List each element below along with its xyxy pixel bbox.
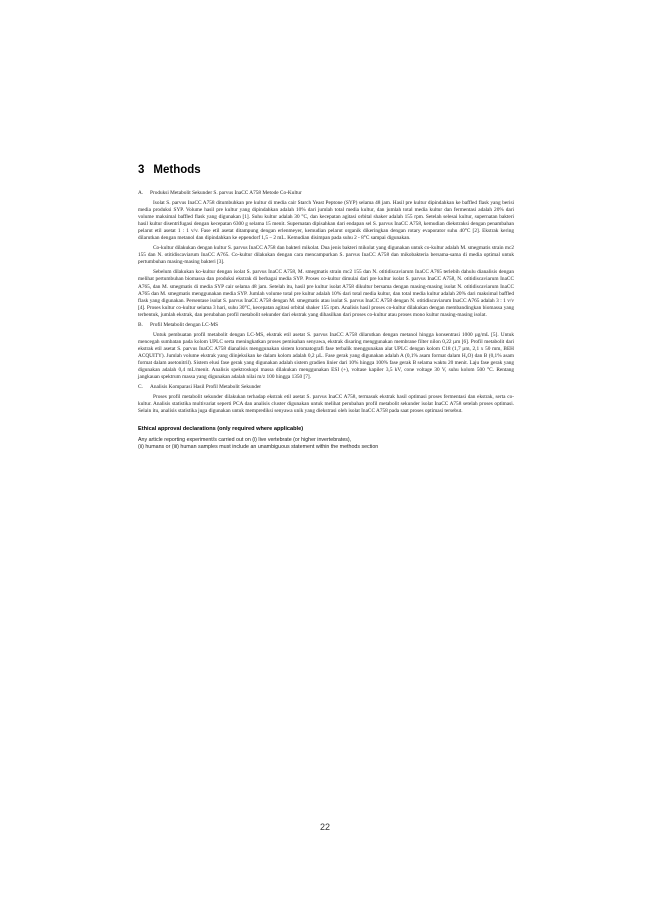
- ethics-block: [138, 425, 514, 451]
- subsection-a: [138, 190, 514, 319]
- ethics-title: Ethical approval declarations (only required where applicable): [138, 426, 304, 433]
- paragraph: Untuk pembuatan profil metabolit dengan LC-MS, ekstrak etil asetat S. parvus InaCC A758 dilarutkan dengan metanol hingga konsentrasi 1000 µg/mL [5]. Untuk mencegah sumbatan pada kolom UPLC serta meningkatkan proses pemisahan senyawa, ekstrak disaring menggunakan membrane filter nilon 0,22 µm [6]. Profil metabolit dari ekstrak etil asetat S. parvus InaCC A758 dianalisis menggunakan sistem kromatografi fase terbalik menggunakan alat UPLC dengan kolom C18 (1,7 µm, 2,1 x 50 mm, BEH ACQUITY). Jumlah volume ekstrak yang diinjeksikan ke dalam kolom adalah 0,2 µL. Fase gerak yang digunakan adalah A (0,1% asam format dalam H₂O) dan B (0,1% asam format dalam asetonitril). Sistem elusi fase gerak yang digunakan adalah sistem gradien linier dari 10% hingga 100% fase gerak B selama waktu 20 menit. Laju fase gerak yang digunakan adalah 0,4 mL/menit. Analisis spektroskopi massa dilakukan menggunakan ESI (+), voltase kapiler 3,5 kV, cone voltage 30 V, suhu kolom 500 °C. Rentang jangkauan spektrum massa yang digunakan adalah nilai m/z 100 hingga 1350 [7].: [138, 331, 514, 381]
- subsection-b-title: Profil Metabolit dengan LC-MS: [150, 321, 219, 328]
- subsection-c-letter: C.: [138, 384, 143, 391]
- section-heading: [138, 164, 514, 176]
- subsection-c-title: Analisis Komparasi Hasil Profil Metabolit Sekunder: [150, 384, 262, 391]
- subsection-b: [138, 322, 514, 381]
- subsection-c: [138, 384, 514, 415]
- page-content: [138, 164, 514, 452]
- section-title: Methods: [153, 164, 201, 176]
- subsection-a-heading: [138, 190, 514, 197]
- paragraph: Co-kultur dilakukan dengan kultur S. parvus InaCC A758 dan bakteri mikolat. Dua jenis bakteri mikolat yang digunakan untuk co-kultur adalah M. smegmatis strain mc2 155 dan N. otitidiscaviarum InaCC A765. Co-kultur dilakukan dengan cara mencampurkan S. parvus InaCC A758 dan mikobakteria bersama-sama di media optimal untuk pertumbuhan masing-masing bakteri [3].: [138, 245, 514, 266]
- paragraph: Proses profil metabolit sekunder dilakukan terhadap ekstrak etil asetat S. parvus InaCC A758, termasuk ekstrak hasil optimasi proses fermentasi dan ekstrak, serta co-kultur. Analisis statistika multivariat seperti PCA dan analisis cluster digunakan untuk melihat perubahan profil metabolit sekunder isolat InaCC A758 setelah proses optimasi. Selain itu, analisis statistika juga digunakan untuk memprediksi senyawa unik yang diekstrasi oleh isolat InaCC A758 pada saat proses optimasi tersebut.: [138, 394, 514, 415]
- subsection-b-letter: B.: [138, 321, 143, 328]
- subsection-a-title: Produksi Metabolit Sekunder S. parvus InaCC A758 Metode Co-Kultur: [150, 190, 302, 196]
- paragraph: Isolat S. parvus InaCC A758 ditumbuhkan pre kultur di media cair Starch Yeast Peptone (SYP) selama 48 jam. Hasil pre kultur dipindahkan ke baffled flask yang berisi media produksi SYP. Volume hasil pre kultur yang dipindahkan adalah 10% dari jumlah total media kultur, dan jumlah total media kultur dan fermentasi adalah 20% dari volume maksimal baffled flask yang digunakan [1]. Suhu kultur adalah 30 °C, dan kecepatan agitasi orbital shaker adalah 155 rpm. Setelah selesai kultur, supernatan bakteri hasil kultur disentrifugasi dengan kecepatan 6300 g selama 15 menit. Supernatan dipisahkan dari endapan sel S. parvus InaCC A758, kemudian diekstraksi dengan penambahan pelarut etil asetat 1 : 1 v/v. Fase etil asetat ditampung dengan erlenmeyer, kemudian pelarut organik dikeringkan dengan rotary evaporator suhu 40°C [2]. Ekstrak kering dilarutkan dengan metanol dan dipindahkan ke eppendorf 1,5 – 2 mL. Kemudian disimpan pada suhu 2 - 8°C sampai digunakan.: [138, 200, 514, 242]
- ethics-line: (ii) humans or (iii) human samples must include an unambiguous statement within the methods section: [138, 444, 379, 451]
- ethics-line: Any article reporting experiment/s carried out on (i) live vertebrate (or higher invertebrates),: [138, 437, 352, 444]
- subsection-c-heading: [138, 384, 514, 391]
- subsection-b-heading: [138, 322, 514, 329]
- paragraph: Sebelum dilakukan ko-kultur dengan isolat S. parvus InaCC A758, M. smegmatis strain mc2 155 dan N. otitidiscaviarum InaCC A765 terlebih dahulu dianalisis dengan melihat pertumbuhan biomassa dan produksi ekstrak di berbagai media SYP. Proses co-kultur dimulai dari pre kultur isolat S. parvus InaCC A758, N. otitidiscaviarum InaCC A765, dan M. smegmatis di media SYP cair selama 48 jam. Setelah itu, hasil pre kultur isolat A758 dikultur bersama dengan masing-masing isolat N. otitidiscaviarum InaCC A765 dan M. smegmatis menggunakan media SYP. Jumlah volume total pre kultur adalah 10% dari total media kultur, dan total media kultur adalah 20% dari maksimal baffled flask yang digunakan. Persentase isolat S. parvus InaCC A758 dengan M. smegmatis atau isolat S. parvus InaCC A758 dengan N. otitidiscaviarum InaCC A765 adalah 3 : 1 v/v [4]. Proses kultur co-kultur selama 3 hari, suhu 30°C, kecepatan agitasi orbital shaker 155 rpm. Analisis hasil proses co-kultur dilakukan dengan membandingkan biomassa yang terbentuk, jumlah ekstrak, dan perubahan profil metabolit sekunder dari ekstrak yang dihasilkan dari proses co-kultur atau proses mono kultur masing-masing isolat.: [138, 269, 514, 318]
- subsection-a-letter: A.: [138, 190, 144, 196]
- page-number: 22: [319, 822, 330, 832]
- section-number: 3: [138, 164, 145, 176]
